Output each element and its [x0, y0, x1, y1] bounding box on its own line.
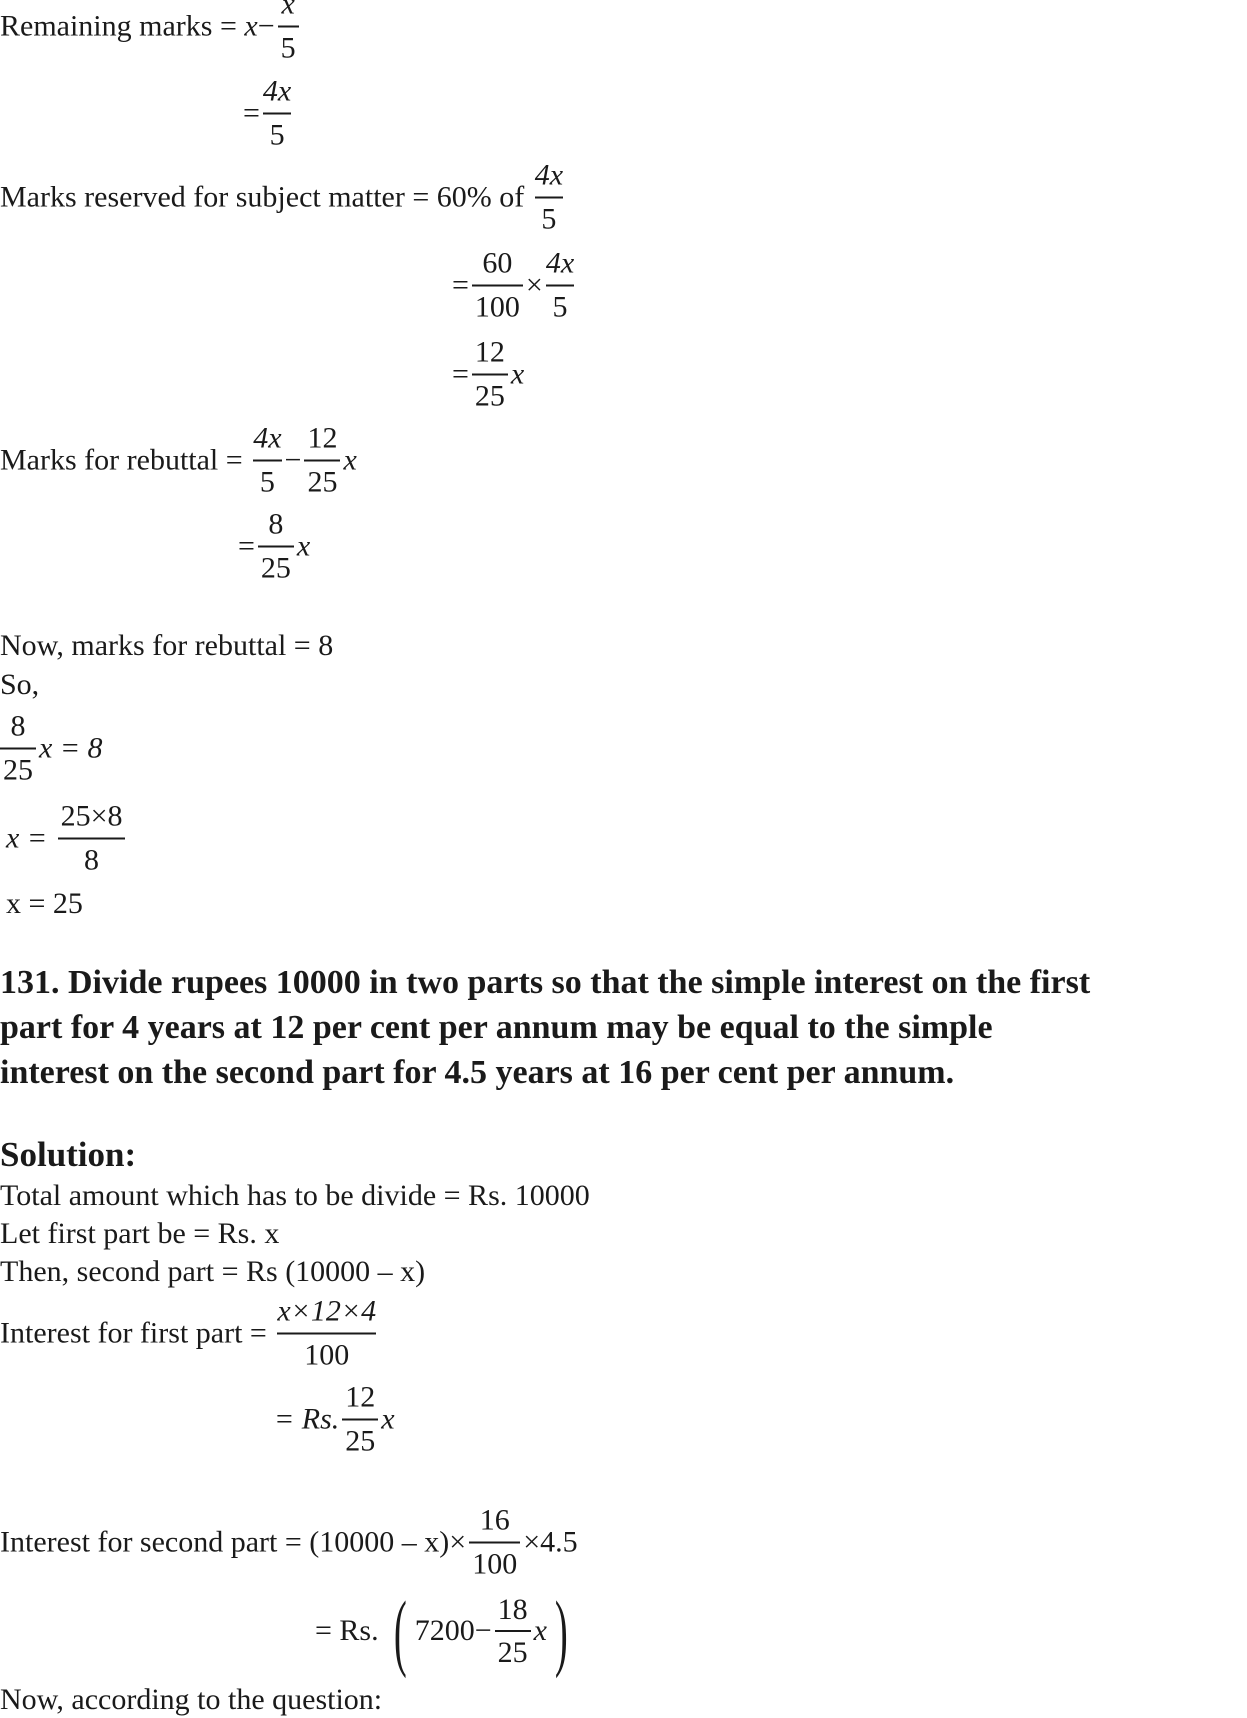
solution-heading: Solution:	[0, 1135, 137, 1174]
minus: −	[474, 1614, 492, 1647]
denominator: 25	[307, 465, 338, 498]
rest: ×4.5	[523, 1525, 578, 1558]
denominator: 25	[345, 1424, 376, 1457]
var-x: x	[533, 1614, 547, 1647]
label: Marks reserved for subject matter = 60% of	[0, 180, 532, 213]
var-x: x	[510, 357, 525, 390]
numerator: 12	[345, 1380, 376, 1414]
var-x: x	[343, 443, 357, 476]
remaining-marks-result	[243, 73, 294, 154]
numerator: x×12×4	[277, 1294, 377, 1328]
fraction	[546, 245, 574, 326]
denominator: 8	[84, 843, 100, 876]
label: Remaining marks =	[0, 9, 245, 42]
fraction	[469, 1502, 520, 1583]
denominator: 5	[552, 290, 568, 323]
equals: =	[452, 357, 469, 390]
denominator: 100	[304, 1338, 350, 1371]
question-line-3: interest on the second part for 4.5 years at 16 per cent per annum.	[0, 1054, 955, 1091]
denominator: 100	[474, 290, 520, 323]
var-x: x	[244, 9, 258, 42]
interest-second-result	[315, 1583, 576, 1679]
numerator: 25×8	[60, 799, 123, 833]
numerator: x	[281, 0, 295, 21]
equals-rs: = Rs.	[315, 1614, 387, 1647]
fraction	[263, 73, 291, 154]
equals-rs: = Rs.	[274, 1402, 340, 1435]
equation-rest: x = 8	[39, 731, 103, 764]
interest-second-line	[0, 1502, 578, 1583]
numerator: 60	[482, 246, 513, 280]
var-x: x	[296, 529, 311, 562]
fraction	[304, 420, 340, 501]
equals: =	[452, 268, 469, 301]
solve-x-line	[6, 798, 128, 879]
denominator: 25	[3, 753, 33, 786]
denominator: 5	[280, 31, 296, 64]
label: Interest for second part = (10000 – x)×	[0, 1525, 467, 1558]
minus: −	[257, 9, 275, 42]
equation-line	[0, 708, 103, 789]
denominator: 5	[269, 118, 285, 151]
subject-matter-result	[452, 334, 524, 415]
interest-first-line	[0, 1293, 379, 1374]
rebuttal-marks-text: Now, marks for rebuttal = 8	[0, 629, 334, 662]
second-part-text: Then, second part = Rs (10000 – x)	[0, 1255, 426, 1288]
fraction	[277, 1293, 376, 1374]
fraction	[253, 420, 281, 501]
fraction	[342, 1379, 378, 1460]
lhs: x =	[6, 821, 55, 854]
first-part-text: Let first part be = Rs. x	[0, 1217, 280, 1250]
var-x: x	[381, 1402, 395, 1435]
numerator: 12	[474, 335, 505, 369]
fraction	[0, 708, 36, 789]
numerator: 16	[479, 1503, 510, 1537]
fraction	[495, 1591, 531, 1672]
fraction	[472, 245, 523, 326]
open-paren: (	[393, 1583, 407, 1679]
numerator: 8	[268, 507, 284, 541]
value: 7200	[414, 1614, 475, 1647]
equals: =	[238, 529, 255, 562]
denominator: 25	[260, 551, 291, 584]
fraction	[58, 798, 126, 879]
so-text: So,	[0, 668, 40, 701]
question-line-2: part for 4 years at 12 per cent per annum may be equal to the simple	[0, 1009, 993, 1046]
numerator: 4x	[262, 74, 292, 108]
label: Interest for first part =	[0, 1316, 275, 1349]
denominator: 100	[472, 1547, 518, 1580]
question-line-1: 131. Divide rupees 10000 in two parts so that the simple interest on the first	[0, 964, 1091, 1001]
denominator: 5	[259, 465, 275, 498]
denominator: 25	[497, 1636, 528, 1669]
rebuttal-result	[238, 506, 310, 587]
rebuttal-line	[0, 420, 357, 501]
subject-matter-step	[452, 245, 577, 326]
denominator: 5	[541, 202, 557, 235]
according-text: Now, according to the question:	[0, 1683, 383, 1716]
fraction	[278, 0, 299, 67]
subject-matter-line	[0, 157, 566, 238]
numerator: 12	[307, 421, 338, 455]
minus: −	[284, 443, 302, 476]
total-amount-text: Total amount which has to be divide = Rs. 10000	[0, 1179, 590, 1212]
denominator: 25	[474, 379, 505, 412]
numerator: 4x	[545, 246, 575, 280]
fraction	[472, 334, 508, 415]
interest-first-result	[274, 1379, 395, 1460]
fraction	[258, 506, 294, 587]
label: Marks for rebuttal =	[0, 443, 251, 476]
times: ×	[525, 268, 543, 301]
remaining-marks-line	[0, 0, 302, 67]
close-paren: )	[554, 1583, 568, 1679]
numerator: 18	[497, 1592, 528, 1626]
numerator: 4x	[253, 421, 282, 455]
x-result: x = 25	[6, 887, 83, 920]
numerator: 8	[10, 709, 26, 743]
numerator: 4x	[534, 158, 564, 192]
equals: =	[243, 96, 260, 129]
fraction	[535, 157, 563, 238]
